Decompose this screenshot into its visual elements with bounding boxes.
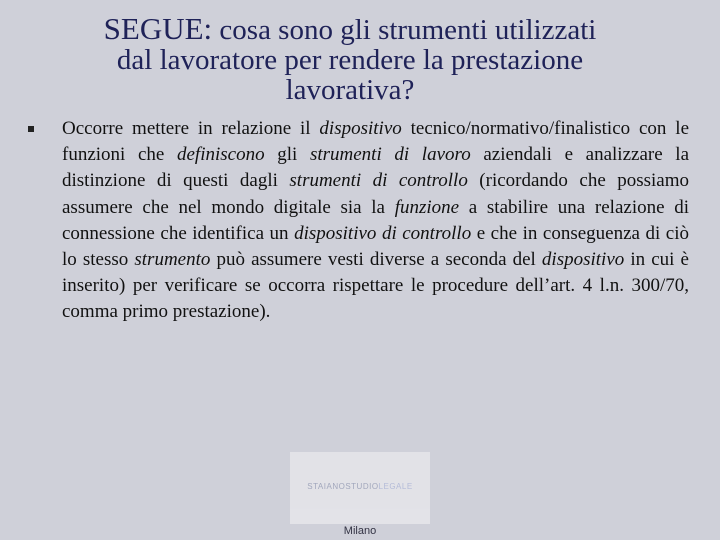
body-segment-italic: dispositivo	[541, 249, 625, 271]
body-segment: e che in conseguenza di ciò lo stesso	[62, 222, 689, 271]
bullet-icon	[28, 126, 34, 132]
title-line-1-text: cosa sono gli strumenti utilizzati	[212, 14, 597, 46]
body-segment-italic: dispositivo	[319, 118, 402, 139]
body-segment-italic: definiscono	[176, 144, 265, 166]
logo-wordmark-part2: LEGALE	[378, 482, 413, 491]
logo-wordmark	[290, 482, 430, 491]
title-line-3: lavorativa?	[285, 74, 415, 106]
body-segment: Occorre mettere in relazione il	[62, 118, 320, 139]
firm-logo	[290, 452, 430, 524]
body-segment: (ricordando che possiamo assumere che nel mondo digitale sia la	[62, 170, 690, 218]
body-segment: in cui è inserito) per verificare se occorra rispettare le procedure dell’art. 4 l.n. 300/70, comma primo prestazione).	[62, 249, 689, 323]
body-segment-italic: strumenti di controllo	[289, 170, 468, 192]
body-segment-italic: strumenti di lavoro	[309, 144, 471, 166]
body-segment: tecnico/normativo/finalistico con le funzioni che	[62, 118, 689, 166]
logo-caption: Milano	[343, 525, 377, 537]
slide-title	[10, 11, 690, 106]
body-segment-italic: strumento	[134, 249, 211, 271]
body-segment-italic: dispositivo di controllo	[294, 222, 472, 244]
title-prefix: SEGUE:	[103, 11, 213, 46]
logo-wordmark-part1: STAIANOSTUDIO	[307, 482, 379, 491]
body-segment: aziendali e analizzare la distinzione di questi dagli	[62, 144, 690, 192]
body-segment: gli	[264, 144, 310, 166]
title-line-2: dal lavoratore per rendere la prestazione	[116, 44, 584, 76]
title-line-1	[10, 11, 690, 46]
body-segment: a stabilire una relazione di connessione che identifica un	[62, 196, 689, 244]
body-segment-italic: funzione	[394, 196, 460, 218]
body-segment: può assumere vesti diverse a seconda del	[210, 249, 542, 271]
body-paragraph	[62, 116, 689, 326]
